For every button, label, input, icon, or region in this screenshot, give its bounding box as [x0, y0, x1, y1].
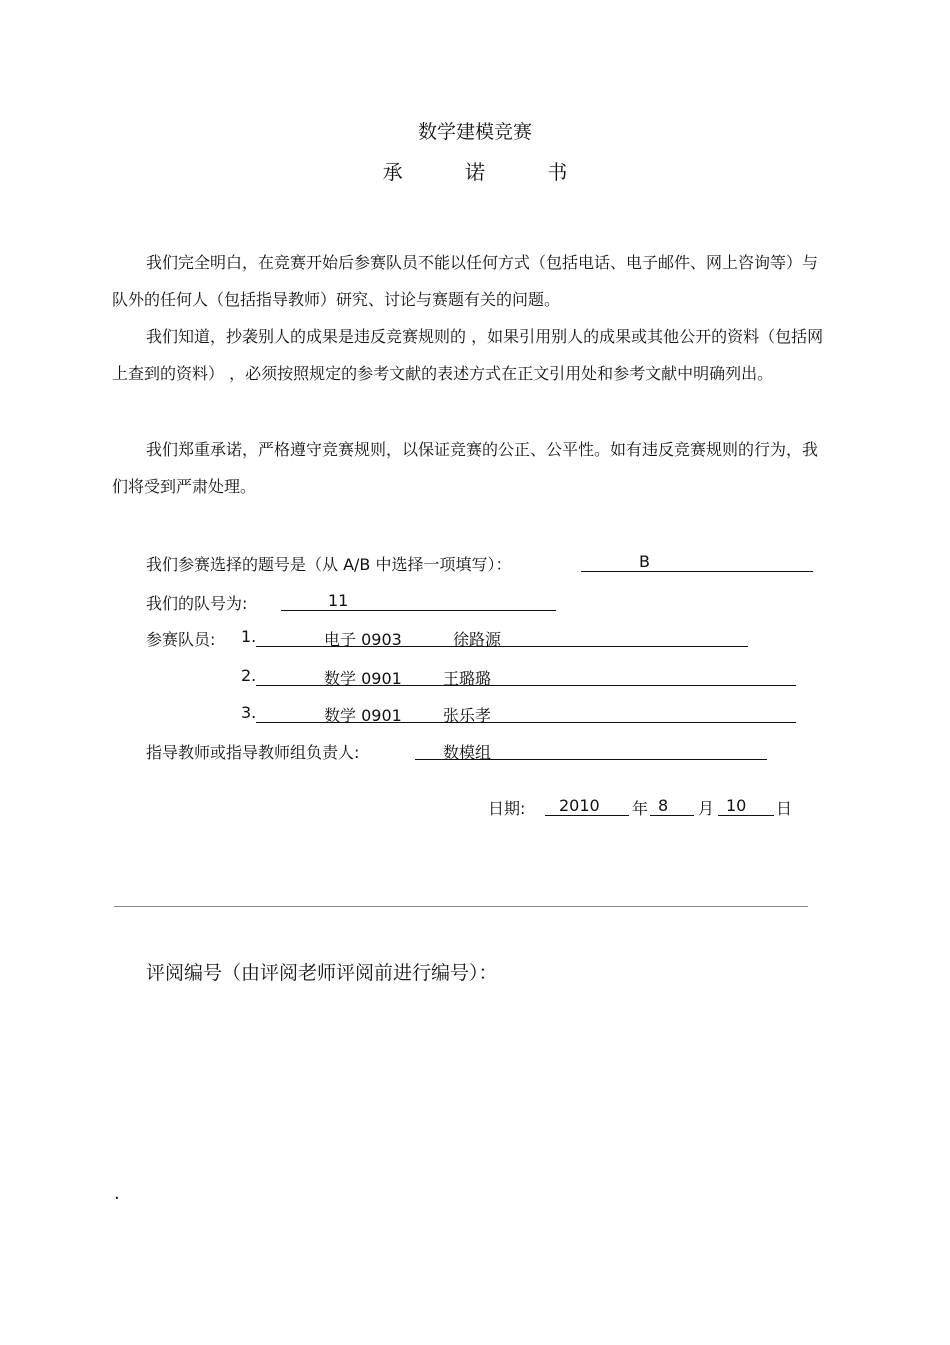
paragraph-1	[112, 244, 832, 318]
day-value: 10	[726, 796, 747, 815]
member-1-num: 1.	[241, 627, 257, 646]
members-label: 参赛队员:	[146, 630, 216, 649]
team-value: 11	[328, 591, 349, 610]
member-2-class: 数学 0901	[324, 669, 402, 688]
member-1-class: 电子 0903	[324, 630, 402, 649]
team-field[interactable]	[281, 591, 556, 615]
member-3-class: 数学 0901	[324, 706, 402, 725]
topic-value: B	[639, 552, 650, 571]
document-subtitle: 承 诺 书	[382, 160, 596, 184]
review-number-label: 评阅编号（由评阅老师评阅前进行编号）：	[146, 962, 498, 984]
section-divider	[114, 906, 808, 907]
footer-dot: .	[114, 1183, 120, 1204]
day-unit: 日	[776, 799, 793, 818]
month-value: 8	[658, 796, 669, 815]
month-unit: 月	[698, 799, 715, 818]
member-2-name: 王璐璐	[443, 669, 492, 688]
document-title: 数学建模竞赛	[417, 121, 532, 143]
month-field[interactable]	[650, 796, 694, 820]
year-field[interactable]	[545, 796, 629, 820]
team-label: 我们的队号为:	[146, 594, 248, 613]
member-2-num: 2.	[241, 666, 257, 685]
year-value: 2010	[559, 796, 600, 815]
advisor-value: 数模组	[443, 743, 492, 762]
year-unit: 年	[632, 799, 649, 818]
topic-row	[146, 552, 512, 575]
day-field[interactable]	[718, 796, 774, 820]
member-3-field[interactable]	[256, 703, 796, 727]
advisor-label: 指导教师或指导教师组负责人:	[146, 743, 360, 762]
member-3-num: 3.	[241, 703, 257, 722]
date-label: 日期:	[488, 799, 526, 818]
paragraph-3	[112, 431, 832, 505]
paragraph-1-text: 我们完全明白，在竞赛开始后参赛队员不能以任何方式（包括电话、电子邮件、网上咨询等）与队外的任何人（包括指导教师）研究、讨论与赛题有关的问题。	[112, 253, 819, 309]
topic-field[interactable]	[581, 552, 813, 576]
member-1-name: 徐路源	[453, 630, 502, 649]
member-3-name: 张乐孝	[443, 706, 492, 725]
paragraph-2	[112, 318, 832, 392]
member-1-field[interactable]	[256, 627, 748, 651]
member-2-field[interactable]	[256, 666, 796, 690]
topic-label: 我们参赛选择的题号是（从 A/B 中选择一项填写）：	[146, 555, 512, 574]
paragraph-2-text: 我们知道，抄袭别人的成果是违反竞赛规则的 ，如果引用别人的成果或其他公开的资料（包括网上查到的资料） ，必须按照规定的参考文献的表述方式在正文引用处和参考文献中明确列出。	[112, 327, 824, 383]
advisor-field[interactable]	[415, 740, 767, 764]
paragraph-3-text: 我们郑重承诺，严格遵守竞赛规则，以保证竞赛的公正、公平性。如有违反竞赛规则的行为，我们将受到严肃处理。	[112, 440, 819, 496]
